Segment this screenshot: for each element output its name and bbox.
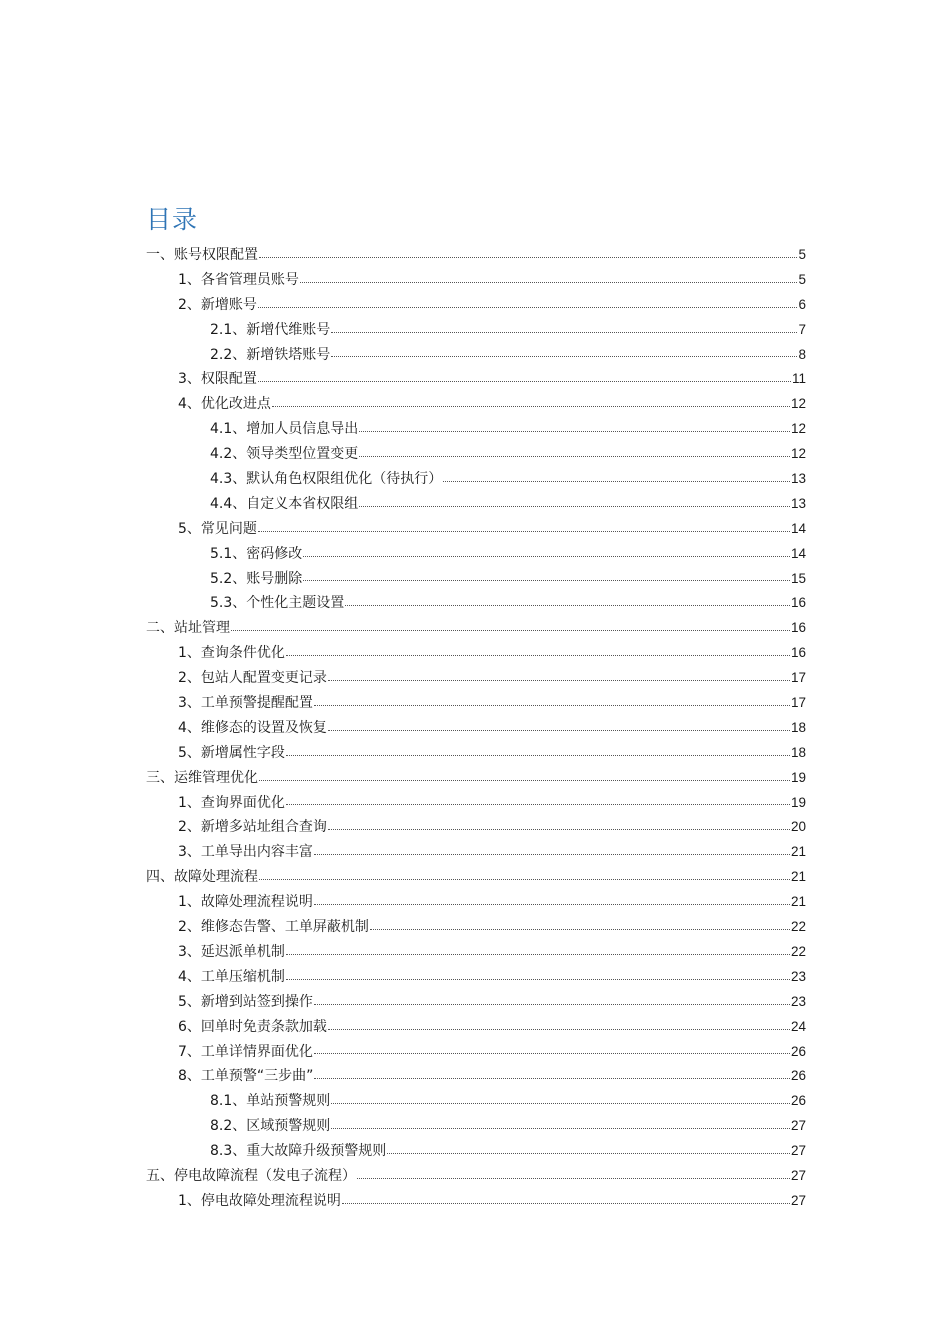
dot-leader (314, 1053, 790, 1054)
dot-leader (286, 804, 790, 805)
dot-leader (342, 1203, 790, 1204)
dot-leader (258, 307, 798, 308)
toc-entry[interactable] (146, 791, 806, 816)
dot-leader (258, 531, 790, 532)
toc-entry-text: 8.3、重大故障升级预警规则 (210, 1143, 387, 1160)
toc-entry[interactable] (146, 965, 806, 990)
dot-leader (314, 854, 790, 855)
toc-page-number: 14 (790, 520, 806, 536)
dot-leader (328, 680, 790, 681)
toc-entry-text: 五、停电故障流程（发电子流程） (146, 1167, 356, 1184)
toc-entry[interactable] (146, 716, 806, 741)
toc-page-number: 26 (790, 1093, 806, 1109)
toc-entry-text: 4、维修态的设置及恢复 (178, 719, 327, 736)
toc-entry-text: 二、站址管理 (146, 620, 230, 637)
dot-leader (314, 904, 790, 905)
toc-entry-text: 5.1、密码修改 (210, 545, 303, 562)
toc-entry[interactable] (146, 865, 806, 890)
toc-page-number: 27 (790, 1167, 806, 1183)
toc-entry-text: 1、查询界面优化 (178, 794, 285, 811)
toc-page-number: 7 (798, 321, 806, 337)
toc-page-number: 17 (790, 670, 806, 686)
toc-page-number: 20 (790, 819, 806, 835)
toc-page-number: 17 (790, 695, 806, 711)
toc-entry[interactable] (146, 318, 806, 343)
dot-leader (231, 630, 790, 631)
toc-entry[interactable] (146, 542, 806, 567)
toc-entry-text: 四、故障处理流程 (146, 869, 258, 886)
toc-entry[interactable] (146, 343, 806, 368)
toc-entry-text: 8.2、区域预警规则 (210, 1118, 331, 1135)
dot-leader (258, 381, 791, 382)
toc-page-number: 13 (790, 471, 806, 487)
toc-entry[interactable] (146, 890, 806, 915)
toc-entry-text: 3、权限配置 (178, 371, 257, 388)
toc-entry[interactable] (146, 293, 806, 318)
toc-entry-text: 一、账号权限配置 (146, 247, 258, 263)
toc-entry-text: 三、运维管理优化 (146, 769, 258, 786)
toc-entry[interactable] (146, 641, 806, 666)
dot-leader (331, 356, 797, 357)
dot-leader (259, 780, 790, 781)
toc-entry[interactable] (146, 1114, 806, 1139)
dot-leader (331, 1103, 790, 1104)
toc-page-number: 12 (790, 446, 806, 462)
toc-page-number: 8 (798, 346, 806, 362)
toc-page-number: 23 (790, 968, 806, 984)
toc-entry-text: 1、停电故障处理流程说明 (178, 1192, 341, 1209)
toc-page-number: 5 (798, 271, 806, 287)
dot-leader (370, 929, 790, 930)
toc-entry[interactable] (146, 766, 806, 791)
toc-entry-text: 2.2、新增铁塔账号 (210, 346, 331, 363)
toc-entry-text: 6、回单时免责条款加载 (178, 1018, 327, 1035)
toc-page-number: 15 (790, 570, 806, 586)
toc-entry[interactable] (146, 567, 806, 592)
toc-entry[interactable] (146, 1189, 806, 1214)
toc-entry-text: 1、故障处理流程说明 (178, 894, 313, 911)
dot-leader (328, 730, 790, 731)
toc-page-number: 16 (790, 620, 806, 636)
dot-leader (328, 1029, 790, 1030)
toc-page-number: 6 (798, 296, 806, 312)
toc-page-number: 14 (790, 545, 806, 561)
toc-page-number: 26 (790, 1043, 806, 1059)
toc-entry-text: 5.2、账号删除 (210, 570, 303, 587)
dot-leader (303, 556, 790, 557)
dot-leader (272, 406, 790, 407)
dot-leader (387, 1153, 790, 1154)
toc-entry[interactable] (146, 1040, 806, 1065)
toc-entry[interactable] (146, 666, 806, 691)
toc-entry-text: 1、各省管理员账号 (178, 271, 299, 288)
toc-entry-text: 4、优化改进点 (178, 396, 271, 413)
toc-page-number: 12 (790, 421, 806, 437)
dot-leader (314, 1078, 790, 1079)
toc-page-number: 22 (790, 919, 806, 935)
toc-entry-text: 4.2、领导类型位置变更 (210, 446, 359, 463)
toc-entry-text: 2、维修态告警、工单屏蔽机制 (178, 919, 369, 936)
dot-leader (314, 705, 790, 706)
toc-entry-text: 2、新增账号 (178, 296, 257, 313)
toc-entry-text: 8、工单预警“三步曲” (178, 1068, 314, 1085)
toc-page-number: 16 (790, 595, 806, 611)
toc-page-number: 13 (790, 495, 806, 511)
toc-entry[interactable] (146, 1164, 806, 1189)
dot-leader (328, 829, 790, 830)
toc-entry-text: 5、常见问题 (178, 520, 257, 537)
toc-entry[interactable] (146, 1015, 806, 1040)
toc-entry-text: 5、新增属性字段 (178, 744, 285, 761)
toc-entry[interactable] (146, 840, 806, 865)
toc-page-number: 27 (790, 1143, 806, 1159)
dot-leader (286, 755, 790, 756)
toc-page-number: 5 (798, 247, 806, 262)
toc-page-number: 21 (790, 894, 806, 910)
toc-entry-text: 8.1、单站预警规则 (210, 1093, 331, 1110)
toc-page-number: 18 (790, 719, 806, 735)
toc-page-number: 11 (791, 371, 806, 387)
dot-leader (359, 431, 790, 432)
dot-leader (359, 456, 790, 457)
toc-entry[interactable] (146, 741, 806, 766)
dot-leader (286, 954, 790, 955)
toc-title: 目录 (146, 205, 199, 234)
dot-leader (286, 979, 790, 980)
toc-entry[interactable] (146, 591, 806, 616)
toc-page-number: 26 (790, 1068, 806, 1084)
toc-page-number: 12 (790, 396, 806, 412)
toc-page-number: 16 (790, 645, 806, 661)
toc-entry[interactable] (146, 940, 806, 965)
dot-leader (314, 1004, 790, 1005)
toc-entry[interactable] (146, 467, 806, 492)
toc-entry-text: 5、新增到站签到操作 (178, 993, 313, 1010)
toc-page-number: 19 (790, 769, 806, 785)
toc-entry-text: 2、包站人配置变更记录 (178, 670, 327, 687)
toc-entry[interactable] (146, 367, 806, 392)
dot-leader (300, 282, 798, 283)
toc-entry-text: 2.1、新增代维账号 (210, 321, 331, 338)
dot-leader (443, 481, 790, 482)
toc-page-number: 21 (790, 869, 806, 885)
toc-entry-text: 7、工单详情界面优化 (178, 1043, 313, 1060)
dot-leader (259, 879, 790, 880)
toc-entry-text: 3、延迟派单机制 (178, 943, 285, 960)
toc-entry[interactable] (146, 417, 806, 442)
toc-entry-text: 4、工单压缩机制 (178, 968, 285, 985)
table-of-contents (146, 243, 806, 1214)
toc-entry-text: 5.3、个性化主题设置 (210, 595, 345, 612)
toc-entry-text: 3、工单预警提醒配置 (178, 695, 313, 712)
toc-entry[interactable] (146, 990, 806, 1015)
toc-page-number: 27 (790, 1118, 806, 1134)
toc-page-number: 18 (790, 744, 806, 760)
toc-page-number: 21 (790, 844, 806, 860)
toc-entry[interactable] (146, 492, 806, 517)
toc-entry-text: 3、工单导出内容丰富 (178, 844, 313, 861)
toc-entry[interactable] (146, 517, 806, 542)
toc-page-number: 23 (790, 993, 806, 1009)
toc-entry-text: 2、新增多站址组合查询 (178, 819, 327, 836)
toc-entry[interactable] (146, 268, 806, 293)
toc-entry[interactable] (146, 1064, 806, 1089)
toc-entry[interactable] (146, 243, 806, 268)
toc-page-number: 22 (790, 943, 806, 959)
dot-leader (345, 605, 790, 606)
toc-entry[interactable] (146, 815, 806, 840)
toc-entry-text: 4.4、自定义本省权限组 (210, 495, 359, 512)
toc-entry[interactable] (146, 616, 806, 641)
toc-entry-text: 4.1、增加人员信息导出 (210, 421, 359, 438)
toc-entry[interactable] (146, 442, 806, 467)
dot-leader (303, 580, 790, 581)
dot-leader (357, 1178, 790, 1179)
toc-entry[interactable] (146, 1139, 806, 1164)
toc-entry-text: 4.3、默认角色权限组优化（待执行） (210, 471, 443, 488)
dot-leader (286, 655, 790, 656)
dot-leader (331, 1128, 790, 1129)
toc-entry[interactable] (146, 915, 806, 940)
dot-leader (359, 506, 790, 507)
dot-leader (331, 332, 797, 333)
toc-page-number: 27 (790, 1192, 806, 1208)
toc-page-number: 19 (790, 794, 806, 810)
toc-entry[interactable] (146, 691, 806, 716)
toc-page-number: 24 (790, 1018, 806, 1034)
toc-entry[interactable] (146, 1089, 806, 1114)
toc-entry[interactable] (146, 392, 806, 417)
dot-leader (259, 257, 797, 258)
toc-entry-text: 1、查询条件优化 (178, 645, 285, 662)
